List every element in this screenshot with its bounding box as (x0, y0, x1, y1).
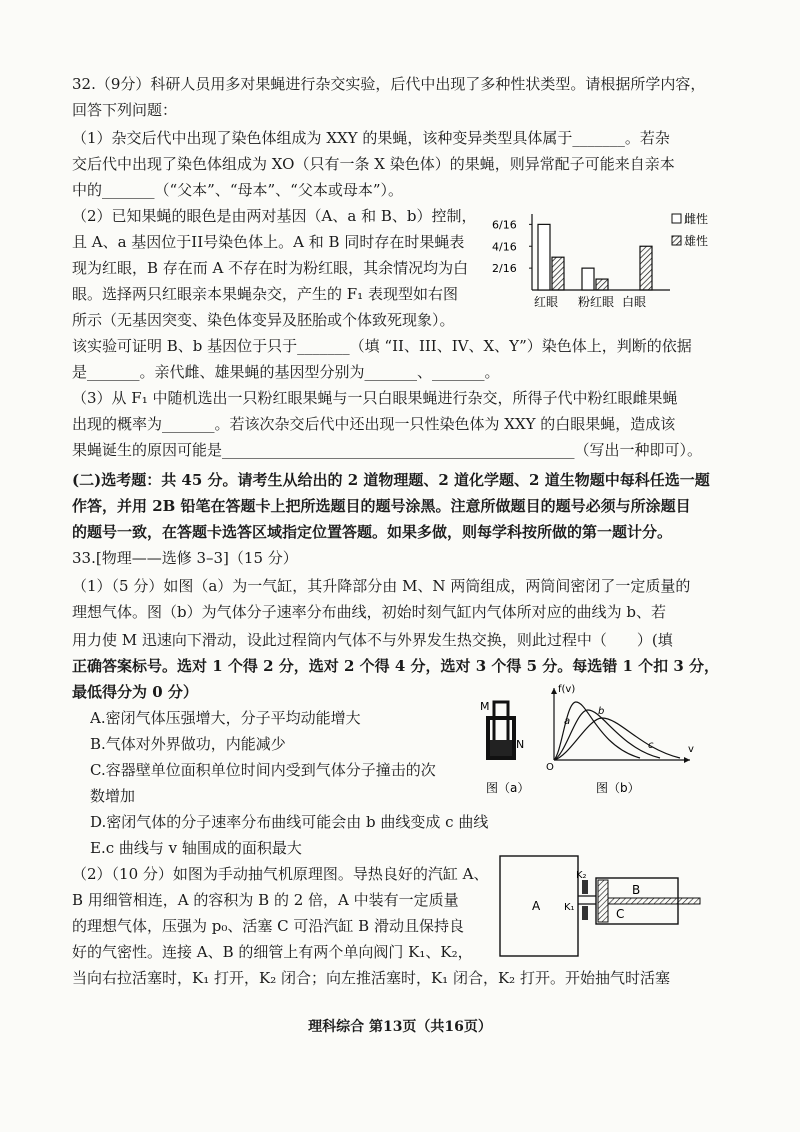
q33-p2-line-3: 的理想气体，压强为 p₀、活塞 C 可沿汽缸 B 滑动且保持良 (72, 917, 464, 935)
q32-line-14: 出现的概率为_______。若该次杂交后代中还出现一只性染色体为 XXY 的白眼果蝇，造成该 (72, 415, 676, 433)
piston-c (598, 880, 608, 922)
chart-legend-swatch (672, 214, 681, 223)
figure-b-caption: 图（b） (596, 781, 640, 795)
origin-label: O (546, 762, 554, 773)
q32-line-9: 眼。选择两只红眼亲本果蝇杂交，产生的 F₁ 表现型如右图 (72, 285, 458, 303)
chart-bar-female (538, 224, 550, 290)
chart-x-tick-label: 白眼 (622, 295, 647, 309)
option-d: D.密闭气体的分子速率分布曲线可能会由 b 曲线变成 c 曲线 (90, 813, 489, 831)
chart-bar-male (596, 279, 608, 290)
chart-y-tick-label: 2/16 (492, 262, 517, 276)
eye-color-bar-chart (490, 210, 720, 322)
chart-legend-swatch (672, 236, 681, 245)
x-label: v (688, 744, 694, 755)
chart-bar-male (640, 246, 652, 290)
q32-line-12: 是_______。亲代雌、雄果蝇的基因型分别为_______、_______。 (72, 363, 500, 381)
option-b: B.气体对外界做功，内能减少 (90, 735, 286, 753)
q32-line-10: 所示（无基因突变、染色体变异及胚胎或个体致死现象）。 (72, 311, 455, 329)
q32-line-13: （3）从 F₁ 中随机选出一只粉红眼果蝇与一只白眼果蝇进行杂交，所得子代中粉红眼雌果蝇 (72, 389, 678, 407)
q33-p1-line-3: 用力使 M 迅速向下滑动，设此过程筒内气体不与外界发生热交换，则此过程中（ ）(填 (72, 631, 673, 649)
option-c-line-2: 数增加 (90, 787, 136, 805)
chart-y-tick-label: 6/16 (492, 218, 517, 232)
chart-legend-label: 雄性 (684, 234, 709, 248)
q33-p2-line-4: 好的气密性。连接 A、B 的细管上有两个单向阀门 K₁、K₂， (72, 943, 473, 961)
q33-p1-line-1: （1）（5 分）如图（a）为一气缸，其升降部分由 M、N 两筒组成，两筒间密闭了一定质量的 (72, 577, 691, 595)
q33-title: 33.[物理——选修 3–3]（15 分） (72, 549, 298, 567)
q32-line-15: 果蝇诞生的原因可能是_______________________________________________（写出一种即可）。 (72, 441, 703, 459)
chart-y-tick-label: 4/16 (492, 240, 517, 254)
section2-line-2: 作答，并用 2B 铅笔在答题卡上把所选题目的题号涂黑。注意所做题目的题号必须与所涂题目 (72, 497, 691, 515)
label-k2: K₂ (576, 870, 587, 881)
page-footer: 理科综合 第13页（共16页） (308, 1019, 492, 1035)
q33-p1-line-2: 理想气体。图（b）为气体分子速率分布曲线，初始时刻气缸内气体所对应的曲线为 b、若 (72, 603, 666, 621)
curve-c-label: c (648, 740, 654, 751)
curve-c (554, 718, 680, 760)
valve-k1 (582, 906, 588, 920)
figure-a-cylinder (476, 688, 546, 800)
label-n: N (516, 738, 525, 751)
label-cylinder-a: A (532, 899, 541, 913)
q33-p2-line-2: B 用细管相连，A 的容积为 B 的 2 倍，A 中装有一定质量 (72, 891, 459, 909)
label-k1: K₁ (564, 902, 575, 913)
pump-diagram (496, 852, 706, 960)
q32-line-4: 交后代中出现了染色体组成为 XO（只有一条 X 染色体）的果蝇，则异常配子可能来自亲本 (72, 155, 675, 173)
label-m: M (480, 700, 490, 713)
piston-rod (608, 898, 700, 904)
q33-p1-line-4: 正确答案标号。选对 1 个得 2 分，选对 2 个得 4 分，选对 3 个得 5 分。每选错 1 个扣 3 分， (72, 657, 720, 675)
q33-p1-line-5: 最低得分为 0 分） (72, 683, 198, 701)
q32-line-2: 回答下列问题： (72, 101, 178, 119)
q32-line-6: （2）已知果蝇的眼色是由两对基因（A、a 和 B、b）控制， (72, 207, 477, 225)
q32-line-7: 且 A、a 基因位于II号染色体上。A 和 B 同时存在时果蝇表 (72, 233, 465, 251)
section2-line-1: (二)选考题：共 45 分。请考生从给出的 2 道物理题、2 道化学题、2 道生物题中每科任选一题 (72, 471, 710, 489)
q32-line-11: 该实验可证明 B、b 基因位于只于_______（填 “II、III、IV、X、Y”）染色体上，判断的依据 (72, 337, 692, 355)
q33-p2-line-1: （2）（10 分）如图为手动抽气机原理图。导热良好的汽缸 A、 (72, 865, 489, 883)
curve-b-label: b (598, 706, 605, 717)
q32-line-5: 中的_______（“父本”、“母本”、“父本或母本”）。 (72, 181, 404, 199)
curve-a-label: a (564, 716, 571, 727)
chart-legend-label: 雌性 (684, 212, 709, 226)
chart-bar-female (582, 268, 594, 290)
label-cylinder-b: B (632, 883, 641, 897)
figure-b-speed-distribution (540, 682, 700, 800)
q32-line-8: 现为红眼，B 存在而 A 不存在时为粉红眼，其余情况均为白 (72, 259, 469, 277)
q32-line-3: （1）杂交后代中出现了染色体组成为 XXY 的果蝇，该种变异类型具体属于_______。若杂 (72, 129, 670, 147)
chart-bar-male (552, 257, 564, 290)
chart-x-tick-label: 红眼 (534, 295, 559, 309)
x-axis-arrow-icon (684, 757, 690, 763)
section2-line-3: 的题号一致，在答题卡选答区域指定位置答题。如果多做，则每学科按所做的第一题计分。 (72, 523, 673, 541)
label-piston-c: C (616, 907, 625, 921)
option-a: A.密闭气体压强增大，分子平均动能增大 (90, 709, 361, 727)
q32-line-1: 32.（9分）科研人员用多对果蝇进行杂交实验，后代中出现了多种性状类型。请根据所学内容， (72, 75, 706, 93)
q33-p2-line-5: 当向右拉活塞时，K₁ 打开，K₂ 闭合；向左推活塞时，K₁ 闭合，K₂ 打开。开始抽气时活塞 (72, 969, 670, 987)
option-e: E.c 曲线与 v 轴围成的面积最大 (90, 839, 302, 857)
y-axis-arrow-icon (551, 688, 557, 694)
y-label: f(v) (558, 684, 576, 695)
chart-x-tick-label: 粉红眼 (578, 295, 615, 309)
valve-k2 (582, 880, 588, 894)
figure-a-caption: 图（a） (486, 781, 530, 795)
option-c-line-1: C.容器壁单位面积单位时间内受到气体分子撞击的次 (90, 761, 436, 779)
chart-plot-area (492, 211, 708, 309)
